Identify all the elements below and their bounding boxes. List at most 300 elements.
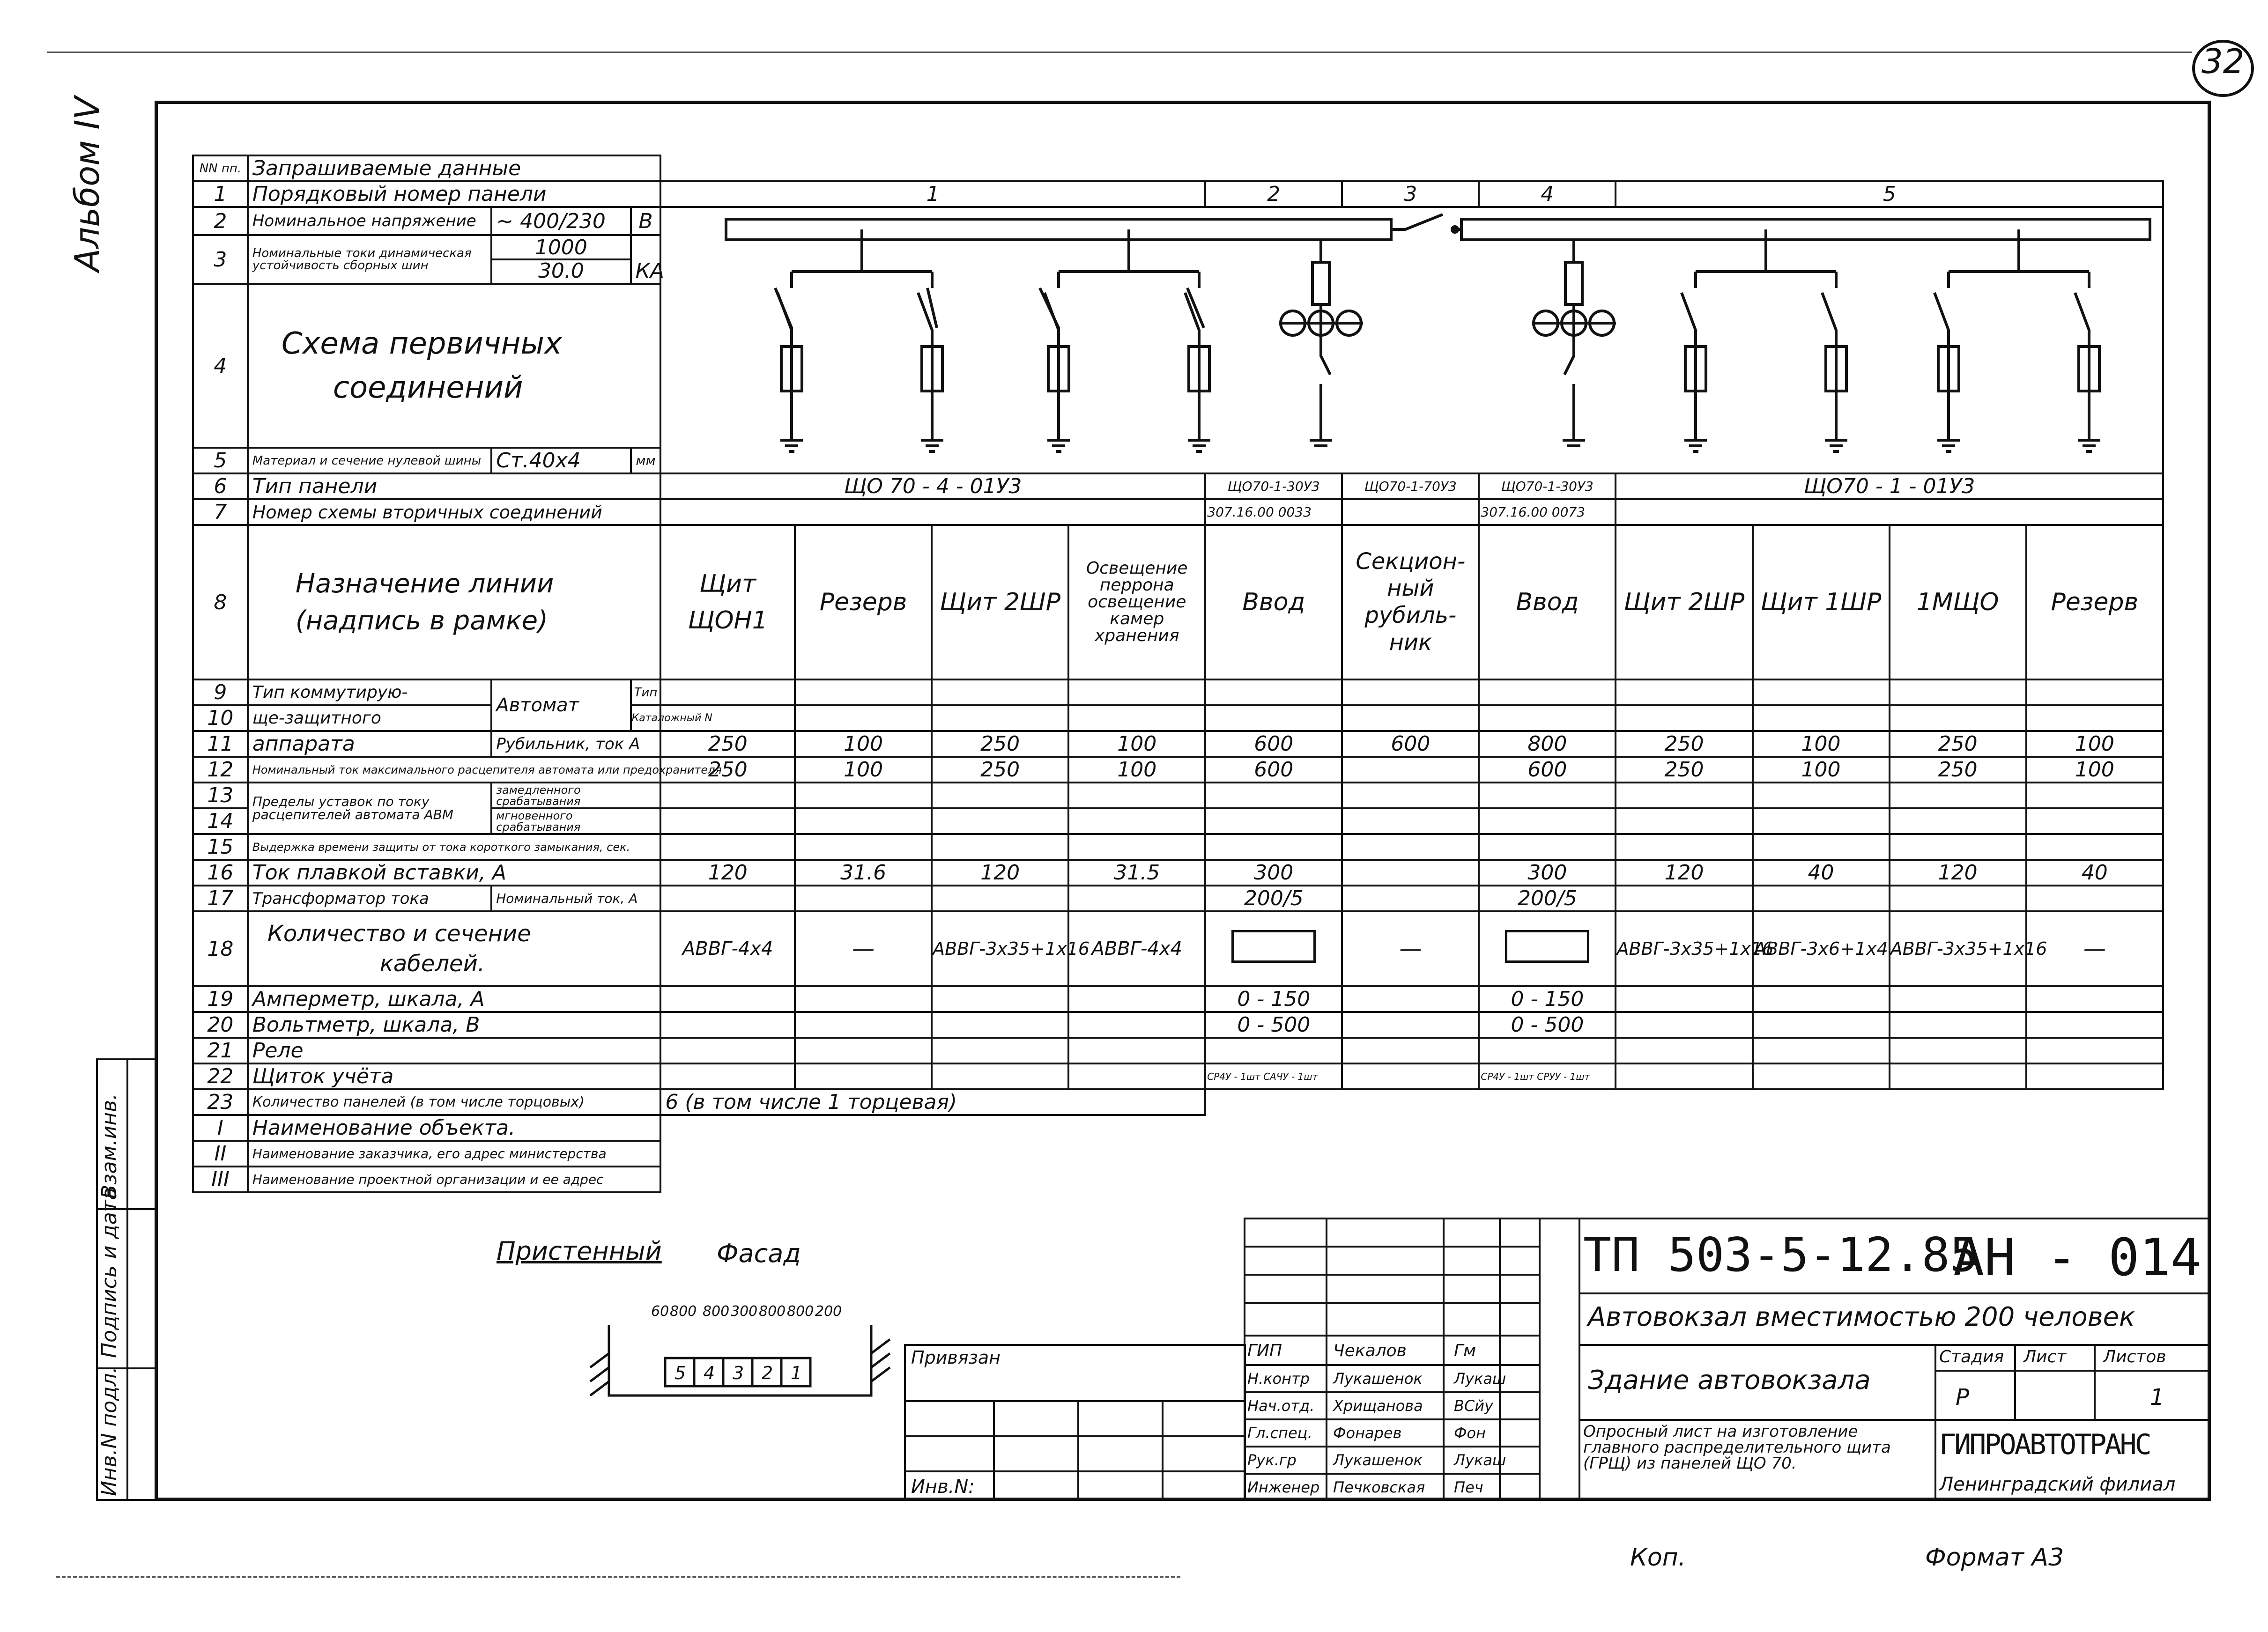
row-15-label: Выдержка времени защиты от тока короткого замыкания, сек.: [248, 834, 661, 860]
table-cell: [1753, 1063, 1890, 1089]
r16-8: 120: [1616, 860, 1752, 886]
table-cell: [795, 1012, 932, 1038]
feeder-3: [1045, 272, 1070, 451]
r16-11: 40: [2026, 860, 2163, 886]
table-cell: 6: [193, 473, 248, 499]
purpose-8: Щит 2ШР: [1616, 525, 1752, 679]
stage-value: Р: [1956, 1384, 1969, 1410]
table-cell: 12: [193, 757, 248, 783]
row-II-label: Наименование заказчика, его адрес министерства: [248, 1141, 661, 1167]
table-cell: 18: [193, 911, 248, 986]
table-cell: III: [193, 1167, 248, 1192]
cable-1: АВВГ-4х4: [660, 911, 795, 986]
table-cell: [660, 1115, 2163, 1141]
table-cell: [660, 986, 795, 1012]
current-value: 1000: [492, 237, 630, 260]
facade-dim-6: 800: [787, 1303, 814, 1320]
panel-num-3: 3: [1342, 181, 1479, 207]
r12-8: 250: [1616, 757, 1752, 783]
feeder-8: [2075, 272, 2100, 451]
table-cell: [1753, 834, 1890, 860]
facade-dim-1: 60: [651, 1303, 669, 1320]
table-cell: [248, 284, 661, 448]
table-cell: [1068, 808, 1205, 834]
r12-11: 100: [2026, 757, 2163, 783]
table-cell: КА: [631, 235, 661, 284]
table-cell: [932, 834, 1068, 860]
scheme-4: 307.16.00 0073: [1479, 499, 1616, 525]
r20-7: 0 - 500: [1479, 1012, 1616, 1038]
table-cell: 10: [193, 705, 248, 731]
table-cell: [248, 911, 661, 986]
incomer-panel-2: [1279, 240, 1363, 412]
cable-6: —: [1342, 911, 1479, 986]
cable-8: АВВГ-3х35+1х16: [1616, 911, 1752, 986]
table-cell: [1205, 808, 1342, 834]
cable-5: [1205, 911, 1342, 986]
row-12-label: Номинальный ток максимального расцепителя автомата или предохранителя: [248, 757, 661, 783]
table-cell: [932, 705, 1068, 731]
facade-panel-5: 5: [674, 1363, 686, 1383]
purpose-5: Ввод: [1205, 525, 1342, 679]
row-13-label: Пределы уставок по току расцепителей автомата АВМ: [248, 783, 491, 834]
purpose-2: Резерв: [795, 525, 932, 679]
table-cell: [2026, 886, 2163, 911]
panel-num-4: 4: [1479, 181, 1616, 207]
table-cell: [660, 155, 2163, 181]
cable-2: —: [795, 911, 932, 986]
r16-3: 120: [932, 860, 1068, 886]
row-17-label: Трансформатор тока: [248, 886, 491, 911]
row-23-label: Количество панелей (в том числе торцовых): [248, 1089, 661, 1115]
table-cell: [1616, 499, 2163, 525]
table-cell: 22: [193, 1063, 248, 1089]
table-cell: [1616, 808, 1752, 834]
stamp-privyazan: Привязан: [911, 1347, 1001, 1368]
facade-title-b: Фасад: [717, 1239, 801, 1268]
table-cell: В: [631, 207, 661, 235]
table-cell: 15: [193, 834, 248, 860]
table-cell: [2026, 679, 2163, 705]
feeder-4: [1185, 272, 1210, 451]
table-cell: 14: [193, 808, 248, 834]
table-cell: [660, 886, 795, 911]
table-cell: [795, 705, 932, 731]
table-cell: [2026, 705, 2163, 731]
table-cell: [932, 886, 1068, 911]
facade-dim-7: 200: [815, 1303, 842, 1320]
cable-10: АВВГ-3х35+1х16: [1890, 911, 2026, 986]
table-cell: [1616, 1038, 1752, 1063]
purpose-1: Щит ЩОН1: [660, 525, 795, 679]
panel-num-1: 1: [660, 181, 1205, 207]
table-cell: [1205, 679, 1342, 705]
table-cell: [1068, 1012, 1205, 1038]
table-cell: II: [193, 1141, 248, 1167]
r22-5: СР4У - 1шт САЧУ - 1шт: [1205, 1063, 1342, 1089]
table-cell: 13: [193, 783, 248, 808]
table-cell: [660, 1038, 795, 1063]
doc-code: ТП 503-5-12.85: [1583, 1227, 1978, 1282]
table-cell: [1068, 705, 1205, 731]
r12-5: 600: [1205, 757, 1342, 783]
table-cell: [1342, 1038, 1479, 1063]
table-cell: [1342, 1012, 1479, 1038]
incomer-ground-1: [1310, 412, 1332, 446]
facade-title-a: Пристенный: [497, 1236, 662, 1266]
r16-5: 300: [1205, 860, 1342, 886]
scheme-2: 307.16.00 0033: [1205, 499, 1342, 525]
table-cell: [1342, 1063, 1479, 1089]
cable-5-box: [1231, 930, 1316, 963]
table-cell: [1068, 783, 1205, 808]
table-cell: 3: [193, 235, 248, 284]
row-11-sub: Рубильник, ток А: [491, 731, 660, 757]
table-cell: [1068, 834, 1205, 860]
table-cell: [660, 499, 1205, 525]
table-cell: 16: [193, 860, 248, 886]
r12-3: 250: [932, 757, 1068, 783]
table-cell: [1616, 986, 1752, 1012]
table-cell: [1890, 808, 2026, 834]
table-cell: [1068, 986, 1205, 1012]
table-cell: [1068, 1063, 1205, 1089]
table-cell: [660, 1012, 795, 1038]
sheet-edge-bottom: [56, 1576, 1180, 1578]
r20-5: 0 - 500: [1205, 1012, 1342, 1038]
table-cell: 5: [193, 448, 248, 473]
table-cell: [1753, 1012, 1890, 1038]
incomer-panel-4: [1532, 240, 1616, 412]
cable-4: АВВГ-4х4: [1068, 911, 1205, 986]
table-cell: [1342, 705, 1479, 731]
table-cell: 8: [193, 525, 248, 679]
table-cell: [932, 783, 1068, 808]
r12-9: 100: [1753, 757, 1890, 783]
table-cell: [1890, 1038, 2026, 1063]
facade-dim-4: 300: [731, 1303, 758, 1320]
branch-name: Ленинградский филиал: [1939, 1474, 2176, 1495]
table-cell: мм: [631, 448, 661, 473]
table-cell: 17: [193, 886, 248, 911]
table-cell: [795, 1063, 932, 1089]
table-cell: [1753, 783, 1890, 808]
table-cell: [660, 679, 795, 705]
table-cell: [1616, 705, 1752, 731]
panel-type-2: ЩО70-1-30У3: [1205, 473, 1342, 499]
table-cell: [1205, 834, 1342, 860]
facade-panel-4: 4: [704, 1363, 715, 1383]
table-cell: [1616, 783, 1752, 808]
table-cell: [1890, 1012, 2026, 1038]
row-9-label: Тип коммутирую-: [248, 679, 491, 705]
r17-5: 200/5: [1205, 886, 1342, 911]
feeder-5: [1682, 272, 1707, 451]
copied-label: Коп.: [1630, 1543, 1686, 1572]
table-cell: [248, 525, 661, 679]
table-cell: [491, 235, 630, 284]
r16-7: 300: [1479, 860, 1616, 886]
sheet-code: АН - 014: [1953, 1227, 2201, 1287]
table-cell: [1205, 1038, 1342, 1063]
voltage-value: ~ 400/230: [491, 207, 630, 235]
cable-3: АВВГ-3х35+1х16: [932, 911, 1068, 986]
r11-11: 100: [2026, 731, 2163, 757]
r11-9: 100: [1753, 731, 1890, 757]
r16-6: [1342, 860, 1479, 886]
table-cell: [1342, 499, 1479, 525]
row-4-label-2: соединений: [333, 370, 523, 405]
album-label: Альбом IV: [67, 96, 107, 272]
r11-6: 600: [1342, 731, 1479, 757]
table-cell: [932, 1012, 1068, 1038]
purpose-7: Ввод: [1479, 525, 1616, 679]
row-11-label: аппарата: [248, 731, 491, 757]
r11-5: 600: [1205, 731, 1342, 757]
sheets-value: 1: [2150, 1384, 2164, 1410]
sheet-head: Лист: [2023, 1347, 2067, 1366]
table-cell: [1479, 679, 1616, 705]
table-cell: [2026, 834, 2163, 860]
r12-10: 250: [1890, 757, 2026, 783]
table-cell: [1479, 1038, 1616, 1063]
r22-7: СР4У - 1шт СРУУ - 1шт: [1479, 1063, 1616, 1089]
feeders-panel-1: [775, 229, 1204, 361]
purpose-10: 1МЩО: [1890, 525, 2026, 679]
r11-10: 250: [1890, 731, 2026, 757]
table-cell: [2026, 808, 2163, 834]
table-cell: [1753, 986, 1890, 1012]
r11-8: 250: [1616, 731, 1752, 757]
org-name: ГИПРОАВТОТРАНС: [1939, 1428, 2150, 1461]
table-cell: Тип: [631, 679, 661, 705]
r16-9: 40: [1753, 860, 1890, 886]
sheet-desc: Опросный лист на изготовление главного распределительного щита (ГРЩ) из панелей ЩО 70.: [1583, 1422, 1891, 1473]
table-cell: 2: [193, 207, 248, 235]
table-cell: [1479, 783, 1616, 808]
sheet-edge-top: [47, 52, 2192, 53]
table-cell: [932, 679, 1068, 705]
page-number-circle: [2192, 40, 2254, 97]
table-cell: [932, 1063, 1068, 1089]
r16-4: 31.5: [1068, 860, 1205, 886]
row-2-label: Номинальное напряжение: [248, 207, 491, 235]
table-cell: [1890, 783, 2026, 808]
table-cell: I: [193, 1115, 248, 1141]
r12-2: 100: [795, 757, 932, 783]
busbar-right: [1461, 219, 2150, 240]
left-strip-label-3: Инв.N подл.: [97, 1366, 121, 1496]
table-cell: [1479, 705, 1616, 731]
row-16-label: Ток плавкой вставки, А: [248, 860, 661, 886]
table-cell: 7: [193, 499, 248, 525]
row-8-label-2: (надпись в рамке): [295, 606, 548, 636]
r12-4: 100: [1068, 757, 1205, 783]
sheets-head: Листов: [2103, 1347, 2166, 1366]
table-cell: [660, 1063, 795, 1089]
feeder-1: [778, 272, 803, 451]
table-cell: [1205, 783, 1342, 808]
table-cell: [660, 834, 795, 860]
facade-dim-5: 800: [759, 1303, 786, 1320]
facade-panel-2: 2: [762, 1363, 773, 1383]
table-cell: [932, 1038, 1068, 1063]
stamp-inv: Инв.N:: [911, 1476, 975, 1498]
purpose-9: Щит 1ШР: [1753, 525, 1890, 679]
row-I-label: Наименование объекта.: [248, 1115, 661, 1141]
row-18-label-1: Количество и сечение: [267, 921, 531, 947]
table-cell: 23: [193, 1089, 248, 1115]
facade-panel-3: 3: [733, 1363, 744, 1383]
table-cell: [2026, 1012, 2163, 1038]
table-cell: [795, 679, 932, 705]
table-cell: [2026, 783, 2163, 808]
zero-bus-value: Ст.40х4: [491, 448, 630, 473]
table-cell: [1342, 886, 1479, 911]
stamp-roles: ГИП Чекалов Гм Н.контр Лукашенок Лукаш Нач.отд. Хрищанова ВСйу Гл.спец. Фонарев Фон Рук.гр Лукашенок Лукаш Инженер Печковская Печ: [1244, 1337, 1539, 1500]
panel-type-4: ЩО70-1-30У3: [1479, 473, 1616, 499]
table-cell: 21: [193, 1038, 248, 1063]
table-cell: [795, 834, 932, 860]
table-cell: [1342, 808, 1479, 834]
table-cell: [2026, 1063, 2163, 1089]
r17-7: 200/5: [1479, 886, 1616, 911]
row-18-label-2: кабелей.: [379, 951, 485, 977]
table-cell: [1616, 834, 1752, 860]
table-cell: 11: [193, 731, 248, 757]
table-cell: [1753, 679, 1890, 705]
table-cell: [1342, 986, 1479, 1012]
r19-5: 0 - 150: [1205, 986, 1342, 1012]
row-4-label-1: Схема первичных: [281, 326, 562, 361]
table-cell: [1068, 679, 1205, 705]
row-5-label: Материал и сечение нулевой шины: [248, 448, 491, 473]
table-cell: 20: [193, 1012, 248, 1038]
col-head-title: Запрашиваемые данные: [248, 155, 661, 181]
row-20-label: Вольтметр, шкала, В: [248, 1012, 661, 1038]
table-cell: [1616, 886, 1752, 911]
facade-sketch: [590, 1288, 899, 1410]
facade-dim-3: 800: [703, 1303, 730, 1320]
row-6-label: Тип панели: [248, 473, 661, 499]
table-cell: [1890, 834, 2026, 860]
purpose-11: Резерв: [2026, 525, 2163, 679]
row-21-label: Реле: [248, 1038, 661, 1063]
left-strip-label-1: Взам.инв.: [97, 1093, 121, 1199]
table-cell: [1753, 808, 1890, 834]
table-cell: [1753, 1038, 1890, 1063]
r19-7: 0 - 150: [1479, 986, 1616, 1012]
table-cell: [1616, 1063, 1752, 1089]
row-22-label: Щиток учёта: [248, 1063, 661, 1089]
panel-num-5: 5: [1616, 181, 2163, 207]
facade-dim-2: 800: [670, 1303, 697, 1320]
feeder-6: [1822, 272, 1847, 451]
r16-10: 120: [1890, 860, 2026, 886]
table-cell: [932, 808, 1068, 834]
table-cell: [1616, 1012, 1752, 1038]
row-19-label: Амперметр, шкала, А: [248, 986, 661, 1012]
purpose-4: Освещение перрона освещение камер хранения: [1068, 525, 1205, 679]
panel-num-2: 2: [1205, 181, 1342, 207]
r16-1: 120: [660, 860, 795, 886]
table-cell: [1890, 986, 2026, 1012]
r12-1: 250: [660, 757, 795, 783]
r11-4: 100: [1068, 731, 1205, 757]
panel-type-1: ЩО 70 - 4 - 01У3: [660, 473, 1205, 499]
table-cell: [1068, 886, 1205, 911]
format-label: Формат А3: [1925, 1543, 2064, 1572]
cable-9: АВВГ-3х6+1х4: [1753, 911, 1890, 986]
section-switch: [1391, 214, 1461, 229]
row-7-label: Номер схемы вторичных соединений: [248, 499, 661, 525]
table-cell: [660, 808, 795, 834]
row-1-label: Порядковый номер панели: [248, 181, 661, 207]
table-cell: [1342, 834, 1479, 860]
table-cell: [1616, 679, 1752, 705]
row-17-sub: Номинальный ток, А: [491, 886, 660, 911]
feeders-panel-5: [1696, 229, 2089, 272]
page-number: 32: [2201, 42, 2245, 81]
table-cell: [1753, 705, 1890, 731]
cable-7: [1479, 911, 1616, 986]
table-cell: [1890, 679, 2026, 705]
table-cell: [1890, 1063, 2026, 1089]
r12-6: [1342, 757, 1479, 783]
table-cell: [795, 783, 932, 808]
table-cell: [795, 986, 932, 1012]
building-name: Здание автовокзала: [1588, 1365, 1871, 1396]
incomer-ground-2: [1563, 412, 1585, 446]
table-cell: 1: [193, 181, 248, 207]
r11-2: 100: [795, 731, 932, 757]
project-name: Автовокзал вместимостью 200 человек: [1588, 1302, 2135, 1332]
row-3-label: Номинальные токи динамическая устойчивость сборных шин: [248, 235, 491, 284]
row-8-label-1: Назначение линии: [295, 569, 554, 599]
table-cell: Каталожный N: [631, 705, 661, 731]
panel-count-value: 6 (в том числе 1 торцевая): [660, 1089, 1205, 1115]
row-10-sub: Автомат: [491, 679, 630, 731]
table-cell: [660, 1141, 2163, 1167]
r11-1: 250: [660, 731, 795, 757]
table-cell: [1068, 1038, 1205, 1063]
table-cell: [660, 783, 795, 808]
cable-7-box: [1505, 930, 1589, 963]
r11-3: 250: [932, 731, 1068, 757]
stability-value: 30.0: [538, 259, 584, 283]
left-strip-divider: [126, 1058, 128, 1501]
table-cell: 19: [193, 986, 248, 1012]
table-cell: [2026, 1038, 2163, 1063]
table-cell: [1342, 783, 1479, 808]
table-cell: [1479, 808, 1616, 834]
row-10-label: ще-защитного: [248, 705, 491, 731]
table-cell: 9: [193, 679, 248, 705]
col-head-num: NN пп.: [193, 155, 248, 181]
table-cell: 4: [193, 284, 248, 448]
table-cell: [1342, 679, 1479, 705]
stage-head: Стадия: [1939, 1347, 2004, 1366]
purpose-3: Щит 2ШР: [932, 525, 1068, 679]
table-cell: [1890, 886, 2026, 911]
r12-7: 600: [1479, 757, 1616, 783]
table-cell: [1890, 705, 2026, 731]
row-14-sub: мгновенного срабатывания: [491, 808, 660, 834]
cable-11: —: [2026, 911, 2163, 986]
table-cell: [932, 986, 1068, 1012]
r11-7: 800: [1479, 731, 1616, 757]
facade-panel-1: 1: [791, 1363, 802, 1383]
